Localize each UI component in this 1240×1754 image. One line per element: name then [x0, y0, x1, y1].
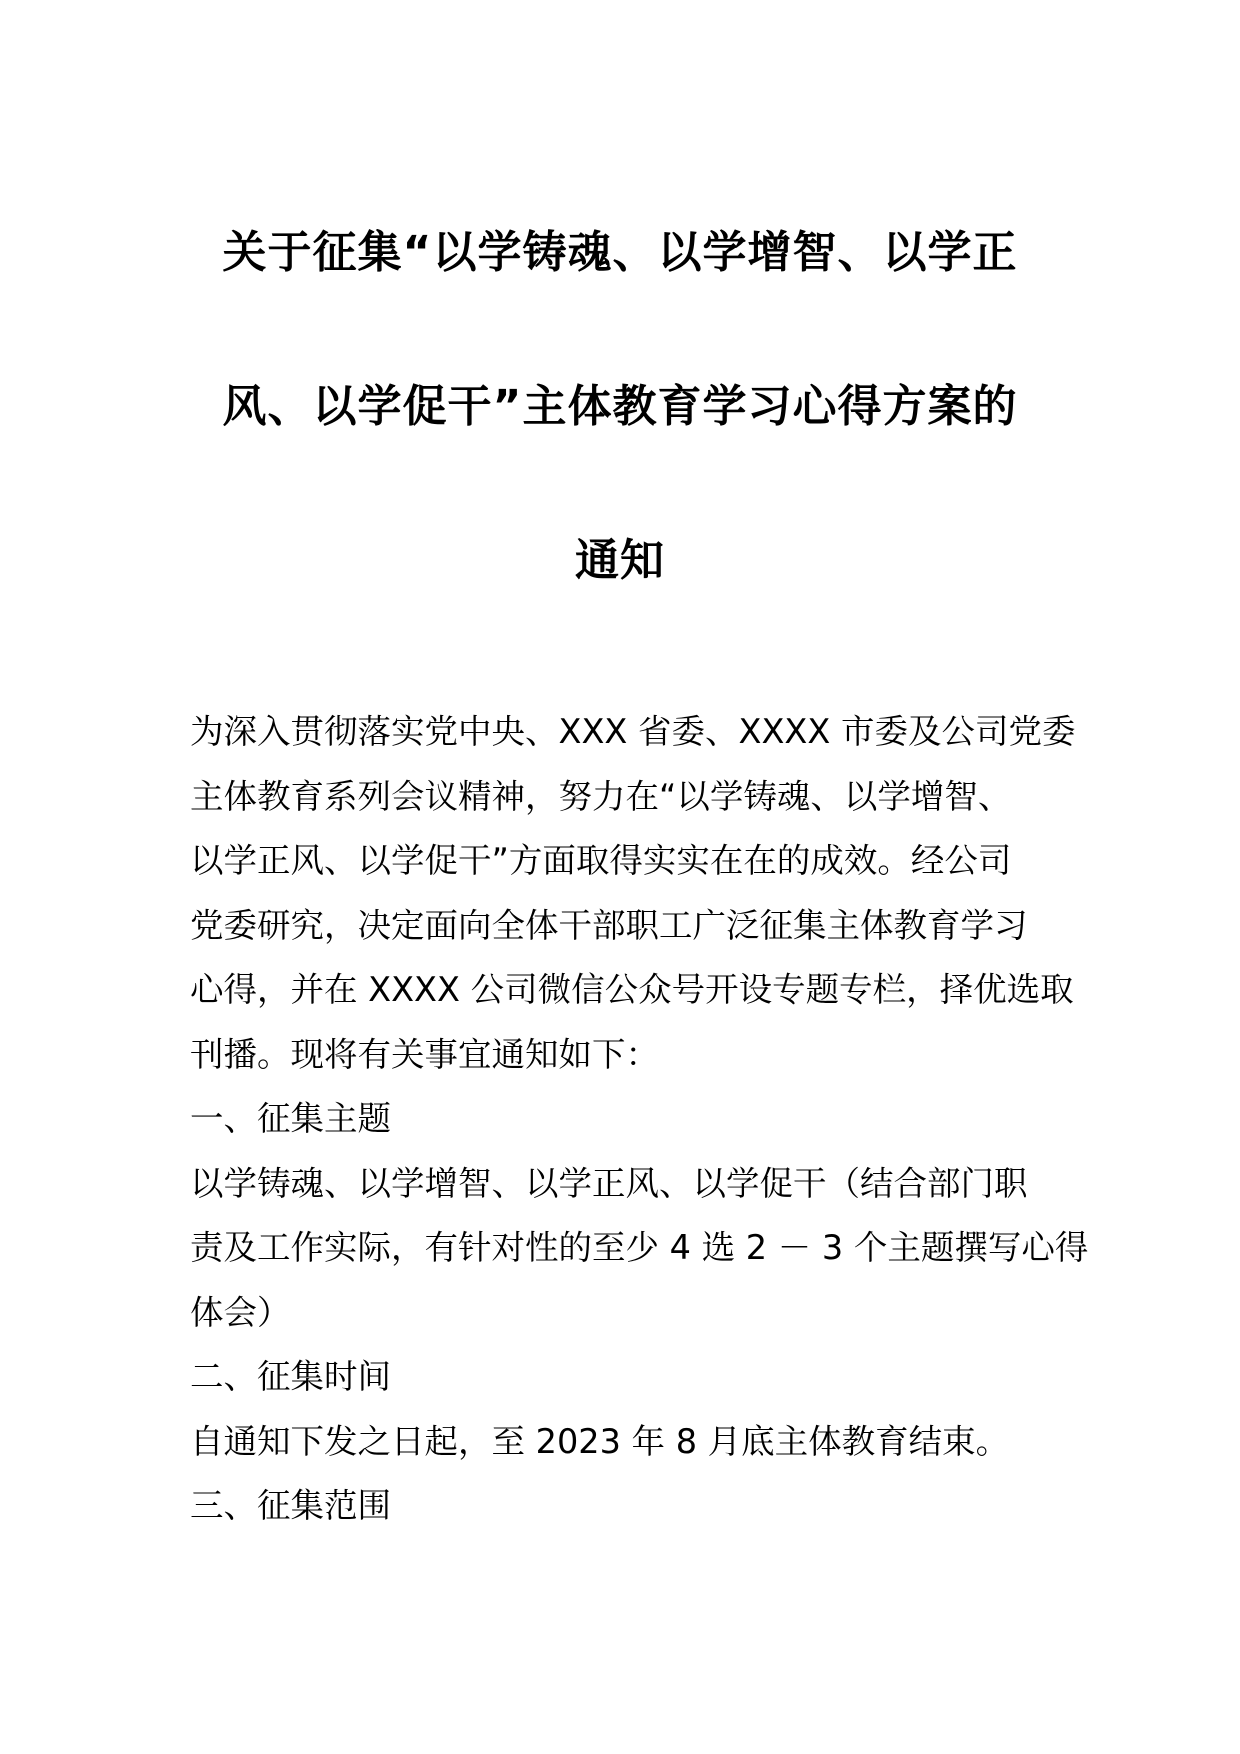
intro-line: 党委研究，决定面向全体干部职工广泛征集主体教育学习: [190, 905, 1028, 945]
section-1-paragraph: [190, 1152, 1089, 1346]
section-1-line: 体会）: [190, 1292, 291, 1332]
intro-line: 以学正风、以学促干”方面取得实实在在的成效。经公司: [190, 841, 1012, 880]
section-1-heading: 一、征集主题: [190, 1099, 391, 1138]
section-2-heading: 二、征集时间: [190, 1357, 391, 1396]
title-line-1: 关于征集“以学铸魂、以学增智、以学正: [222, 227, 1018, 278]
document-title: [190, 176, 1050, 638]
intro-paragraph: [190, 700, 1076, 1087]
title-line-2: 风、以学促干”主体教育学习心得方案的: [222, 381, 1018, 432]
section-1-line: 责及工作实际，有针对性的至少 4 选 2 － 3 个主题撰写心得: [190, 1228, 1089, 1267]
document-body: [190, 700, 1089, 1539]
section-2-line: 自通知下发之日起，至 2023 年 8 月底主体教育结束。: [190, 1421, 1010, 1461]
section-1-line: 以学铸魂、以学增智、以学正风、以学促干（结合部门职: [190, 1163, 1028, 1203]
intro-line: 主体教育系列会议精神，努力在“以学铸魂、以学增智、: [190, 776, 1012, 816]
section-3-heading: 三、征集范围: [190, 1486, 391, 1525]
title-line-3: 通知: [575, 535, 665, 586]
intro-line: 为深入贯彻落实党中央、XXX 省委、XXXX 市委及公司党委: [190, 712, 1076, 751]
section-2-paragraph: [190, 1410, 1070, 1475]
intro-line: 心得，并在 XXXX 公司微信公众号开设专题专栏，择优选取: [190, 970, 1074, 1009]
intro-line: 刊播。现将有关事宜通知如下：: [190, 1034, 659, 1074]
